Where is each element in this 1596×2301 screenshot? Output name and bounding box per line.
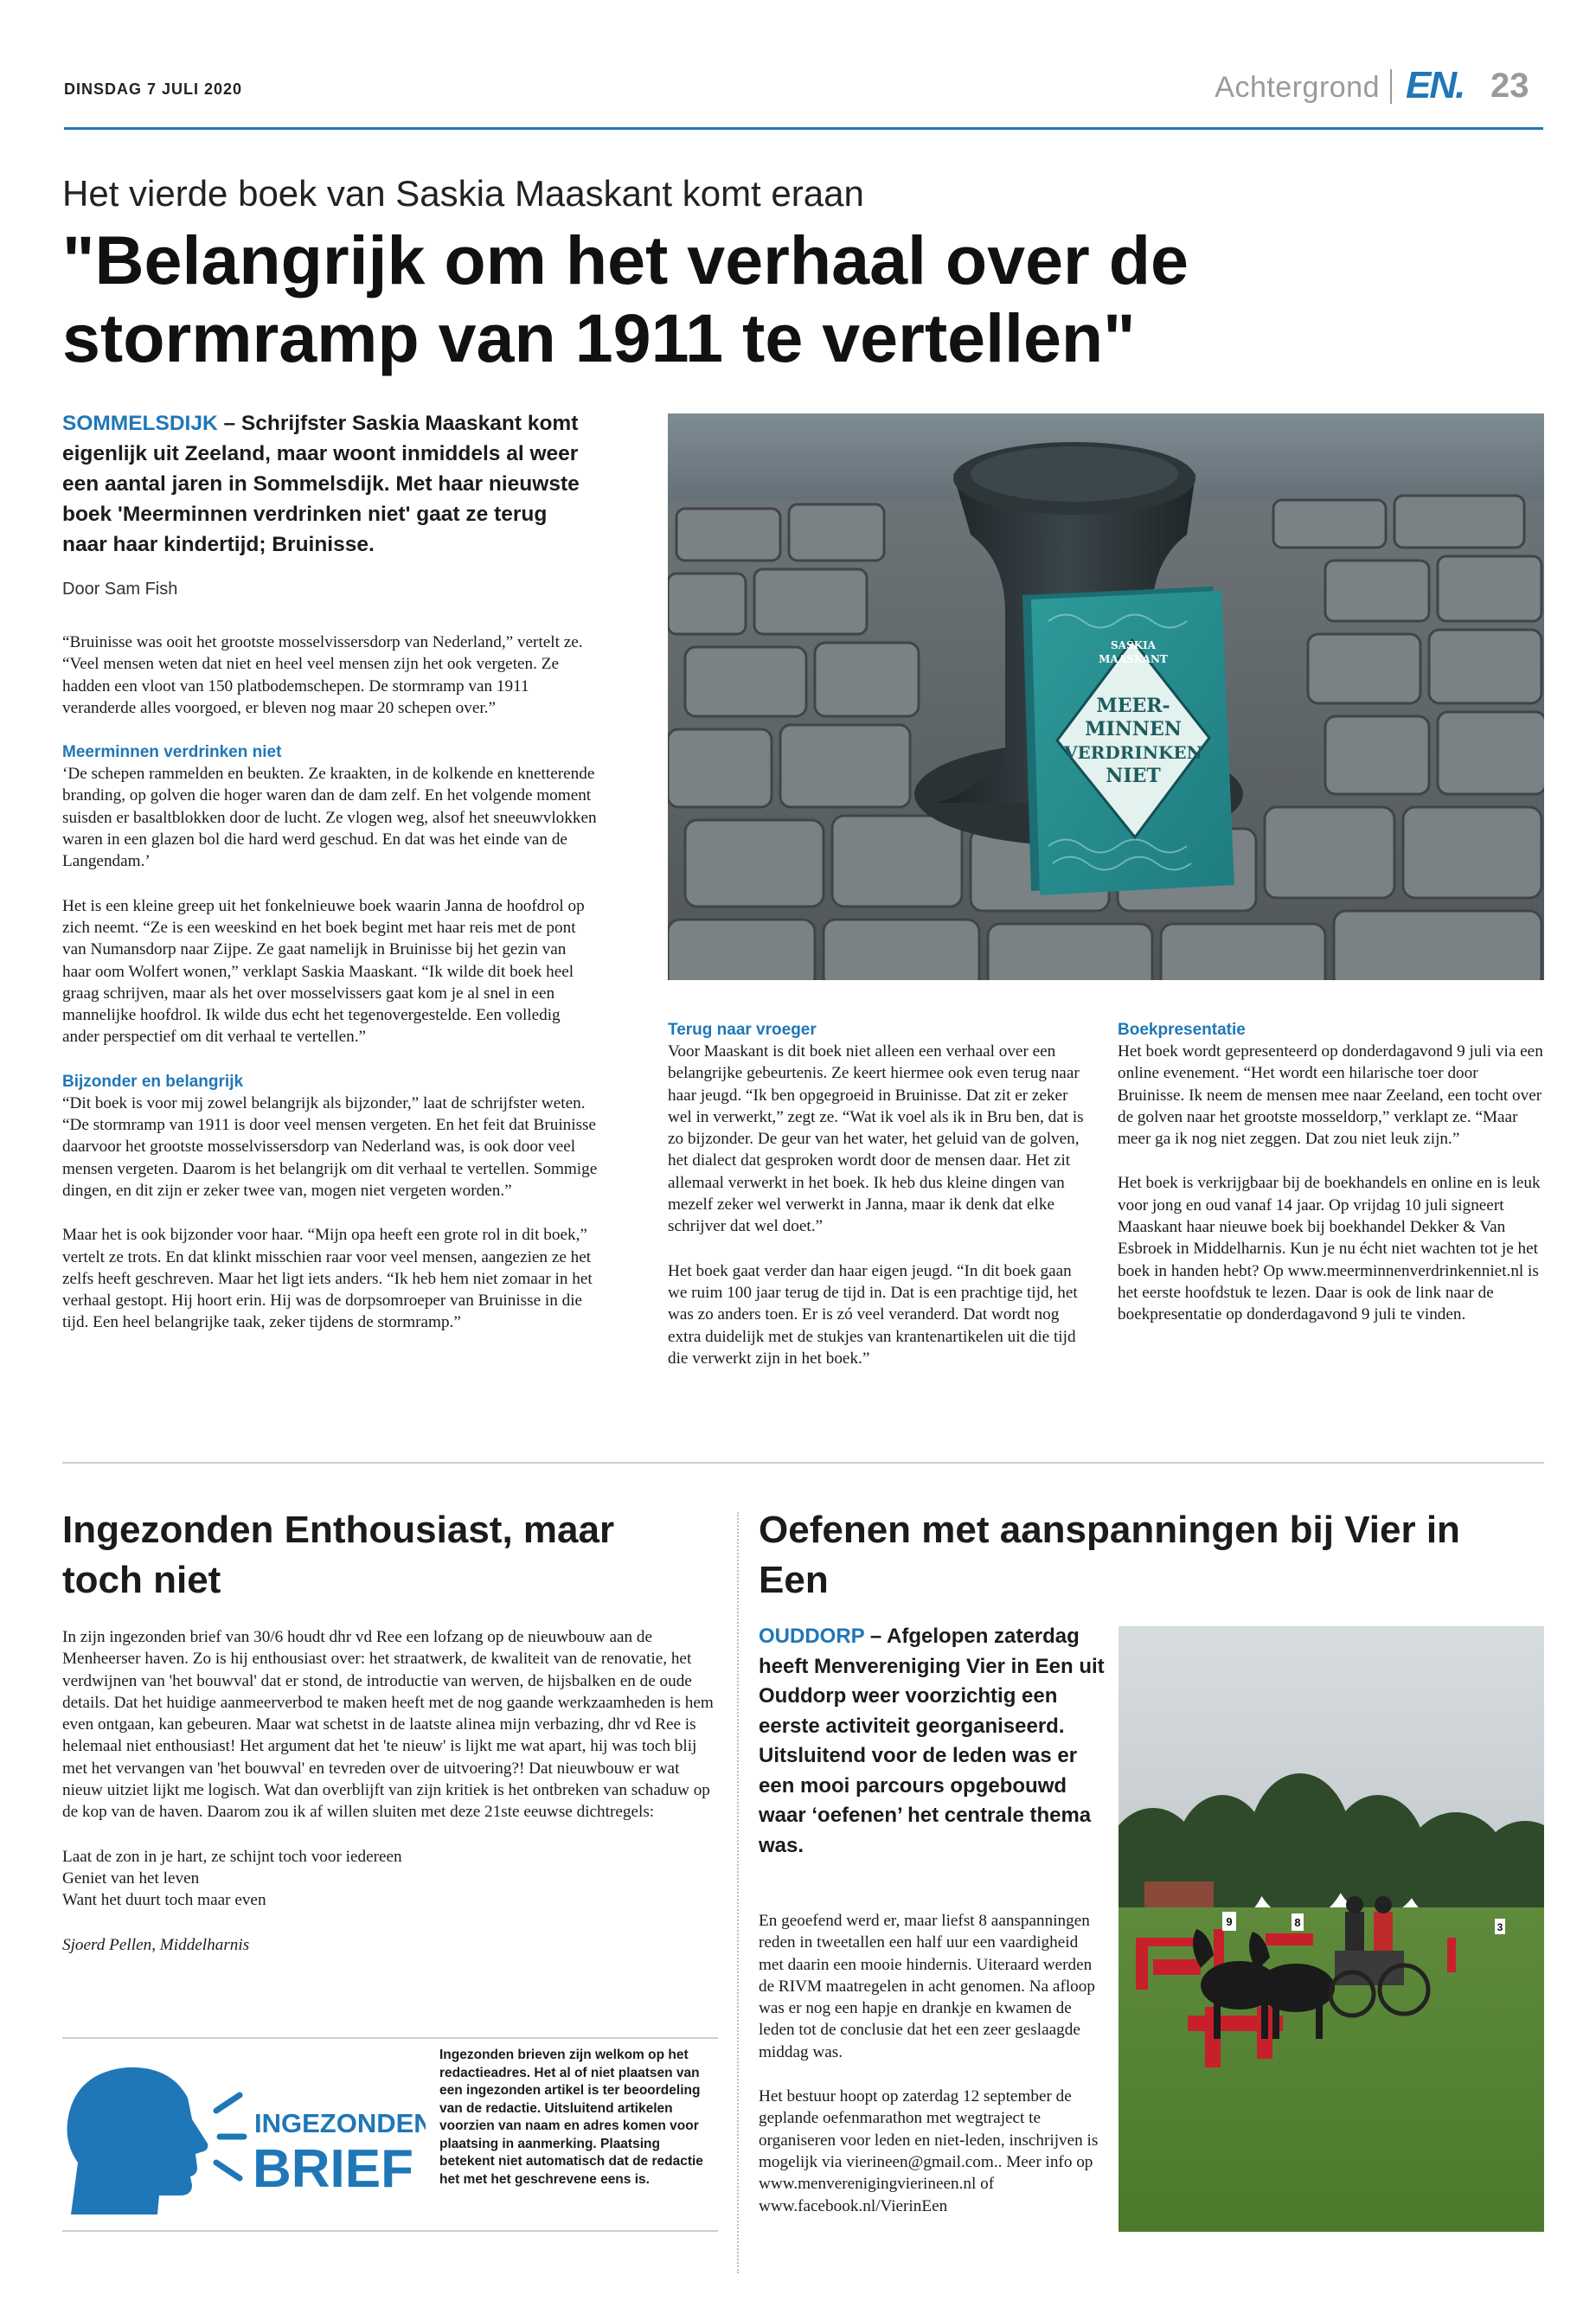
paragraph: Het boek wordt gepresenteerd op donderdagavond 9 juli via een online evenement. “Het wordt een hilarische toer door Bruinisse. Ik neem de mensen mee naar Zeeland, een tocht over de golven naar het grootste mosseldorp,” verklapt ze. “Maar meer ga ik nog niet zeggen. Dat zou niet leuk zijn.” bbox=[1118, 1042, 1543, 1149]
header-separator bbox=[1390, 69, 1392, 104]
poem-line: Geniet van het leven bbox=[62, 1868, 200, 1888]
book-title-line1: MEER- bbox=[1096, 695, 1170, 717]
paragraph: Het boek is verkrijgbaar bij de boekhandels en online en is leuk voor jong en oud vanaf 14 jaar. Op vrijdag 10 juli signeert Maaskant haar nieuwe boek bij boekhandel Dekker & Van Esbroek in Middelharnis. Kun je nu écht niet wachten tot je het boek in handen hebt? Op www.meerminnenverdrinkenniet.nl is het eerste hoofdstuk te lezen. Daar is ook de link naar de boekpresentatie op donderdagavond 9 juli te vinden. bbox=[1118, 1174, 1541, 1324]
book-title-line3: VERDRINKEN bbox=[1064, 742, 1202, 763]
article-column-3 bbox=[1118, 1019, 1546, 1349]
poem-line: Want het duurt toch maar even bbox=[62, 1891, 266, 1910]
driving-article-title: Oefenen met aanspanningen bij Vier in Een bbox=[759, 1509, 1460, 1601]
article-headline: "Belangrijk om het verhaal over de stormramp van 1911 te vertellen" bbox=[62, 221, 1189, 376]
book-title-line4: NIET bbox=[1106, 765, 1161, 787]
article-lead bbox=[62, 408, 590, 560]
brand-logo: EN. bbox=[1406, 64, 1465, 106]
paragraph: “Bruinisse was ooit het grootste mosselvissersdorp van Nederland,” vertelt ze. “Veel mensen weten dat niet en heel veel mensen zijn het ook vergeten. Ze hadden een vloot van 150 platbodemschepen. De stormramp van 1911 veranderde alles voorgoed, er bleven nog maar 20 schepen over.” bbox=[62, 633, 583, 717]
carriage-driving-photo bbox=[1118, 1626, 1544, 2232]
issue-date: DINSDAG 7 JULI 2020 bbox=[64, 80, 243, 98]
lead-text: – Schrijfster Saskia Maaskant komt eigenlijk uit Zeeland, maar woont inmiddels al weer een aantal jaren in Sommelsdijk. Met haar nieuwste boek 'Meerminnen verdrinken niet' gaat ze terug naar haar kindertijd; Bruinisse. bbox=[62, 412, 580, 556]
paragraph: Het bestuur hoopt op zaterdag 12 september de geplande oefenmarathon met wegtraject te organiseren voor leden en niet-leden, inschrijven is mogelijk via vierineen@gmail.com.. Meer info op www.menverenigingvierineen.nl of www.facebook.nl/VierinEen bbox=[759, 2087, 1099, 2215]
book-title-line2: MINNEN bbox=[1085, 718, 1182, 740]
article-kicker: Het vierde boek van Saskia Maaskant komt eraan bbox=[62, 173, 864, 214]
section-label: Achtergrond bbox=[1215, 71, 1380, 104]
sound-waves-icon bbox=[216, 2095, 244, 2178]
book-photo bbox=[668, 413, 1544, 980]
ingezonden-brief-logo bbox=[62, 2050, 426, 2223]
logo-line1: INGEZONDEN bbox=[254, 2108, 426, 2138]
subheading: Meerminnen verdrinken niet bbox=[62, 743, 282, 762]
section-divider bbox=[62, 1462, 1544, 1464]
driving-article-lead bbox=[759, 1622, 1105, 1861]
paragraph: “Dit boek is voor mij zowel belangrijk als bijzonder,” laat de schrijfster weten. “De stormramp van 1911 is door veel mensen vergeten. En het feit dat Bruinisse daarvoor het grootste mosselvissersdorp van Nederland was, is ook door veel mensen vergeten. Daarom is het belangrijk om dit verhaal te vertellen. Sommige dingen, en dit zijn er zeker twee van, mogen niet vergeten worden.” bbox=[62, 1093, 598, 1200]
article-column-1 bbox=[62, 631, 599, 1356]
paragraph: In zijn ingezonden brief van 30/6 houdt dhr vd Ree een lofzang op de nieuwbouw aan de Menheerser haven. Zo is hij enthousiast over: het straatwerk, de kwaliteit van de renovatie, het verdwijnen van 'het bouwval' dat er stond, de introductie van werven, de hijsbalken en de oude details. Dat het huidige aanmeerverbod te maken heeft met de nog gaande werkzaamheden is hem even ontgaan, kan gebeuren. Maar wat schetst in de laatste alinea mijn verbazing, dhr vd Ree is helemaal niet enthousiast! Het argument dat het 'te nieuw' is lijkt me wat apart, hij was toch blij met het vervangen van 'het bouwval' en tevreden over de uitvoering?! Dat nieuwbouw er wat nieuw uitziet lijkt me logisch. Wat dan overblijft van zijn kritiek is het ontbreken van schaduw op de kop van de haven. Daarom zou ik af willen sluiten met deze 21ste eeuwse dichtregels: bbox=[62, 1628, 714, 1822]
paragraph: Het boek gaat verder dan haar eigen jeugd. “In dit boek gaan we ruim 100 jaar terug de tijd in. Dat is een prachtige tijd, het was zo anders toen. Er is zó veel veranderd. Dat wordt nog extra duidelijk met de stukjes van krantenartikelen uit die tijd die verwerkt zijn in het boek.” bbox=[668, 1261, 1078, 1368]
paragraph: ‘De schepen rammelden en beukten. Ze kraakten, in de kolkende en knetterende branding, op golven die hoger waren dan de dam zelf. En het volgende moment suisden er basaltblokken door de lucht. Ze vlogen weg, alsof het sneeuwvlokken waren in een glazen bol die hard werd geschud. En dat was het einde van de Langendam.’ bbox=[62, 765, 597, 871]
byline: Door Sam Fish bbox=[62, 580, 178, 599]
logo-line2: BRIEF bbox=[253, 2139, 413, 2199]
driving-article-body bbox=[759, 1910, 1105, 2240]
subheading: Boekpresentatie bbox=[1118, 1021, 1246, 1039]
paragraph: Maar het is ook bijzonder voor haar. “Mijn opa heeft een grote rol in dit boek,” vertelt ze trots. En dat klinkt misschien raar voor veel mensen, aangezien ze het zelfs heeft geschreven. Maar het ligt iets anders. “Ik heb hem niet zomaar in het verhaal gestopt. Hij hoort erin. Hij was de dorpsomroeper van Bruinisse in die tijd. Een heel belangrijke taak, zeker tijdens de stormramp.” bbox=[62, 1226, 593, 1332]
paragraph: Het is een kleine greep uit het fonkelnieuwe boek waarin Janna de hoofdrol op zich neemt. “Ze is een weeskind en het boek begint met haar reis met de pont van Numansdorp naar Zijpe. Ze gaat namelijk in Bruinisse bij het gezin van haar oom Wolfert wonen,” verklapt Saskia Maaskant. “Ik wilde dit boek heel graag schrijven, maar als het over mosselvissers gaat kom je al snel in een mannelijke hoofdrol. Ik wilde dus echt het tegenovergestelde. Een volledig ander perspectief om dit verhaal te vertellen.” bbox=[62, 896, 585, 1047]
book-author-line1: SASKIA bbox=[1111, 639, 1156, 651]
poem-line: Laat de zon in je hart, ze schijnt toch voor iedereen bbox=[62, 1847, 402, 1866]
letter-body bbox=[62, 1626, 720, 1978]
speaking-head-icon bbox=[67, 2067, 208, 2214]
letter-signature: Sjoerd Pellen, Middelharnis bbox=[62, 1935, 250, 1954]
letter-title: Ingezonden Enthousiast, maar toch niet bbox=[62, 1509, 615, 1601]
cone-number: 8 bbox=[1294, 1916, 1301, 1929]
page-number: 23 bbox=[1490, 67, 1529, 105]
column-divider bbox=[737, 1512, 739, 2273]
box-rule bbox=[62, 2037, 718, 2039]
cone-number: 9 bbox=[1226, 1915, 1233, 1928]
cone-number: 3 bbox=[1497, 1921, 1503, 1933]
paragraph: En geoefend werd er, maar liefst 8 aanspanningen reden in tweetallen een half uur een vaardigheid met daarin een mooie hindernis. Uiteraard werden de RIVM maatregelen in acht genomen. Na afloop was er nog een hapje en drankje en kwamen de leden tot de conclusie dat het een zeer geslaagde middag was. bbox=[759, 1912, 1095, 2061]
subheading: Terug naar vroeger bbox=[668, 1021, 817, 1039]
lead-location: OUDDORP bbox=[759, 1625, 865, 1648]
book-author-line2: MAASKANT bbox=[1099, 653, 1168, 665]
lead-text: – Afgelopen zaterdag heeft Menvereniging Vier in Een uit Ouddorp weer voorzichtig een eerste activiteit georganiseerd. Uitsluitend voor de leden was er een mooi parcours opgebouwd waar ‘oefenen’ het centrale thema was. bbox=[759, 1625, 1105, 1857]
header-rule bbox=[64, 127, 1543, 130]
letter-policy-text: Ingezonden brieven zijn welkom op het redactieadres. Het al of niet plaatsen van een ingezonden artikel is ter beoordeling van de redactie. Uitsluitend artikelen voorzien van naam en adres komen voor plaatsing in aanmerking. Plaatsing betekent niet automatisch dat de redactie het met het geschrevene eens is. bbox=[439, 2048, 703, 2187]
subheading: Bijzonder en belangrijk bbox=[62, 1072, 244, 1091]
box-rule bbox=[62, 2230, 718, 2232]
lead-location: SOMMELSDIJK bbox=[62, 412, 218, 435]
article-column-2 bbox=[668, 1019, 1092, 1392]
paragraph: Voor Maaskant is dit boek niet alleen een verhaal over een belangrijke gebeurtenis. Ze keert hiermee ook even terug naar haar jeugd. “Ik ben opgegroeid in Bruinisse. Dat zit er zeker wel in verwerkt,” zegt ze. “Wat ik voel als ik in Bru ben, dat is zo bijzonder. De geur van het water, het geluid van de golven, het dialect dat gesproken wordt door de mensen daar. Het zit allemaal verwerkt in het boek. Ik heb dus kleine dingen van mezelf zeker wel verwerkt in Janna, maar ik denk dat elke schrijver dat wel doet.” bbox=[668, 1042, 1084, 1236]
